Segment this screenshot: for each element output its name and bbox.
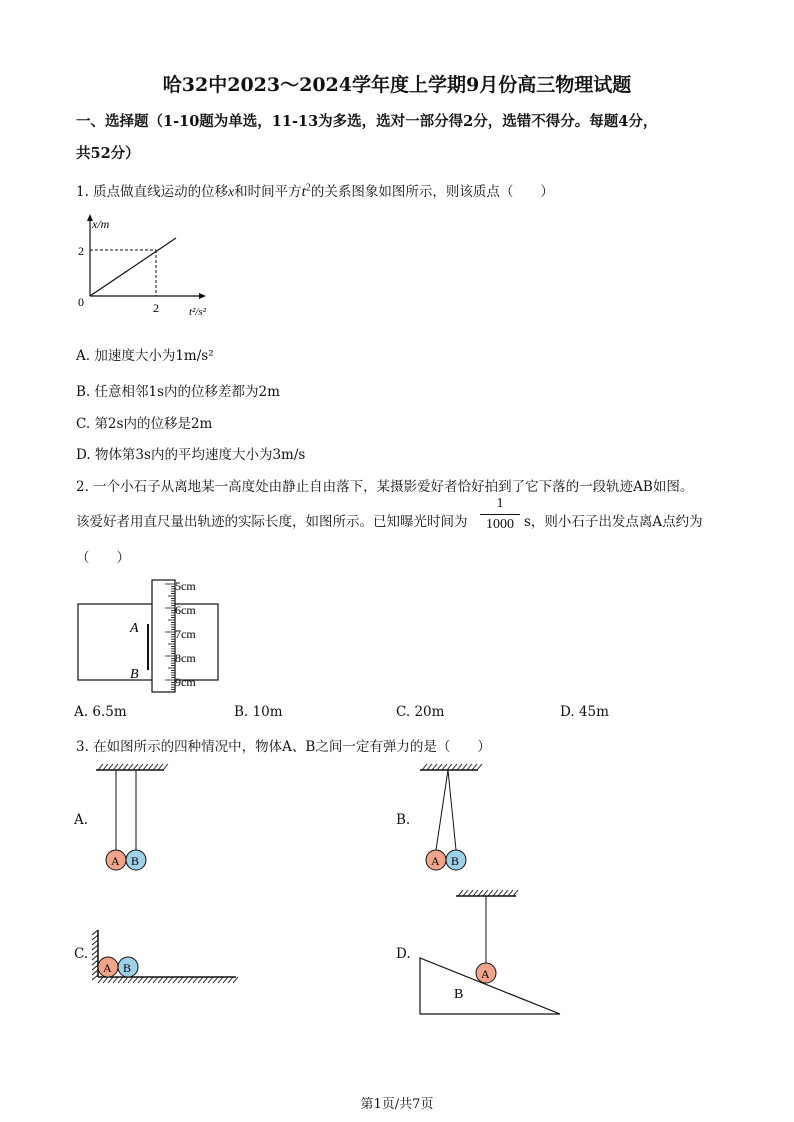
hatch-line: [103, 764, 108, 770]
q3a-ball-b-label: B: [131, 854, 140, 868]
q1-option-d[interactable]: [76, 443, 305, 463]
q1-origin: 0: [78, 295, 84, 309]
hatch-line: [118, 764, 123, 770]
hatch-line: [467, 764, 472, 770]
q3c-ball-a-label: A: [103, 961, 112, 975]
q3a-ceiling-hatch: [98, 764, 168, 770]
page-footer: 第1页/共7页: [360, 1097, 434, 1112]
hatch-line: [213, 977, 218, 983]
hatch-line: [103, 977, 108, 983]
hatch-line: [92, 970, 98, 975]
q3-stem: 3. 在如图所示的四种情况中，物体A、B之间一定有弹力的是（ ）: [76, 739, 491, 755]
q1-sup: 2: [305, 182, 311, 194]
hatch-line: [118, 977, 123, 983]
hatch-line: [92, 965, 98, 970]
hatch-line: [427, 764, 432, 770]
q1-stem-a: 1. 质点做直线运动的位移: [76, 184, 229, 200]
q1-option-c-text: 第2s内的位移是2m: [94, 416, 213, 432]
hatch-line: [468, 890, 473, 896]
hatch-line: [92, 960, 98, 965]
hatch-line: [447, 764, 452, 770]
hatch-line: [473, 890, 478, 896]
hatch-line: [452, 764, 457, 770]
hatch-line: [138, 977, 143, 983]
q3-option-b-label[interactable]: B.: [396, 812, 411, 828]
q3-option-d-label[interactable]: D.: [396, 946, 411, 962]
q3d-block-b-label: B: [454, 987, 464, 1002]
q2-ruler-label-7: 7cm: [175, 627, 196, 641]
hatch-line: [432, 764, 437, 770]
q1-x-tick: 2: [153, 301, 159, 315]
hatch-line: [92, 940, 98, 945]
q3-option-c-label[interactable]: C.: [74, 946, 89, 962]
q2-ruler-label-9: 9cm: [175, 675, 196, 689]
hatch-line: [92, 930, 98, 935]
q1-x-label: t²/s²: [189, 306, 206, 318]
hatch-line: [457, 764, 462, 770]
hatch-line: [173, 977, 178, 983]
hatch-line: [113, 977, 118, 983]
hatch-line: [233, 977, 238, 983]
q2-line2b: s，则小石子出发点离A点约为: [524, 514, 703, 530]
q2-option-d-label: D.: [560, 704, 575, 720]
hatch-line: [437, 764, 442, 770]
hatch-line: [462, 764, 467, 770]
hatch-line: [193, 977, 198, 983]
hatch-line: [422, 764, 427, 770]
q2-option-d[interactable]: [560, 704, 609, 720]
hatch-line: [503, 890, 508, 896]
q1-option-a[interactable]: [76, 344, 214, 364]
hatch-line: [128, 977, 133, 983]
hatch-line: [472, 764, 477, 770]
q2-fraction: [480, 496, 520, 533]
q3-figure-a: [90, 760, 170, 875]
q1-graph: [70, 208, 230, 323]
hatch-line: [133, 764, 138, 770]
hatch-line: [98, 764, 103, 770]
q3c-floor-hatch: [98, 977, 238, 983]
q3b-ceiling-hatch: [422, 764, 482, 770]
hatch-line: [123, 977, 128, 983]
hatch-line: [133, 977, 138, 983]
q1-y-tick: 2: [78, 244, 84, 258]
hatch-line: [163, 764, 168, 770]
q1-option-c[interactable]: [76, 412, 212, 432]
q1-option-c-label: C.: [76, 416, 91, 432]
hatch-line: [108, 977, 113, 983]
hatch-line: [153, 764, 158, 770]
q3d-ball-a-label: A: [481, 967, 490, 981]
q3c-ball-b-label: B: [123, 961, 132, 975]
hatch-line: [463, 890, 468, 896]
q2-ruler-label-5: 5cm: [175, 579, 196, 593]
hatch-line: [508, 890, 513, 896]
hatch-line: [92, 945, 98, 950]
q2-label-a: A: [130, 621, 139, 636]
q2-figure: [70, 574, 240, 698]
q2-line3: （ ）: [76, 550, 130, 566]
q2-ruler-label-8: 8cm: [175, 651, 196, 665]
q3b-string-b: [448, 770, 456, 850]
q1-option-b[interactable]: [76, 380, 280, 400]
hatch-line: [488, 890, 493, 896]
hatch-line: [493, 890, 498, 896]
hatch-line: [138, 764, 143, 770]
q2-option-b[interactable]: [234, 704, 283, 720]
q1-option-b-text: 任意相邻1s内的位移差都为2m: [94, 384, 280, 400]
section-header-line1: 一、选择题（1-10题为单选，11-13为多选，选对一部分得2分，选错不得分。每题4分，: [76, 113, 658, 130]
q1-option-a-label: A.: [76, 348, 91, 364]
hatch-line: [92, 950, 98, 955]
q3a-ball-a-label: A: [111, 854, 120, 868]
q1-y-label: x/m: [92, 217, 110, 231]
hatch-line: [98, 977, 103, 983]
q3c-wall-hatch: [92, 930, 98, 980]
q1-stem: [76, 180, 554, 201]
hatch-line: [458, 890, 463, 896]
q3b-ball-b-label: B: [451, 854, 460, 868]
q1-x-arrow: [199, 293, 206, 299]
q2-option-c-label: C.: [396, 704, 411, 720]
q1-option-d-label: D.: [76, 447, 91, 463]
q1-option-d-text: 物体第3s内的平均速度大小为3m/s: [94, 447, 306, 463]
hatch-line: [148, 764, 153, 770]
hatch-line: [123, 764, 128, 770]
q2-option-c[interactable]: [396, 704, 444, 720]
hatch-line: [113, 764, 118, 770]
hatch-line: [163, 977, 168, 983]
q2-option-a-label: A.: [74, 704, 89, 720]
hatch-line: [168, 977, 173, 983]
hatch-line: [513, 890, 518, 896]
hatch-line: [153, 977, 158, 983]
hatch-line: [483, 890, 488, 896]
hatch-line: [92, 955, 98, 960]
hatch-line: [178, 977, 183, 983]
q2-option-c-text: 20m: [414, 704, 445, 720]
hatch-line: [143, 764, 148, 770]
q2-frac-num: 1: [480, 496, 520, 515]
hatch-line: [223, 977, 228, 983]
hatch-line: [92, 935, 98, 940]
hatch-line: [108, 764, 113, 770]
q2-line2a: 该爱好者用直尺量出轨迹的实际长度，如图所示。已知曝光时间为: [76, 514, 468, 530]
hatch-line: [158, 764, 163, 770]
q1-stem-c: 的关系图象如图所示，则该质点（ ）: [310, 184, 554, 200]
q1-stem-b: 和时间平方: [234, 184, 302, 200]
hatch-line: [442, 764, 447, 770]
q3-option-a-label[interactable]: A.: [74, 812, 89, 828]
q1-option-a-text: 加速度大小为1m/s²: [94, 348, 214, 364]
q1-var-x: x: [228, 184, 235, 199]
hatch-line: [128, 764, 133, 770]
q2-line1: 2. 一个小石子从离地某一高度处由静止自由落下，某摄影爱好者恰好拍到了它下落的一段轨迹AB如图。: [76, 479, 694, 495]
hatch-line: [208, 977, 213, 983]
q3b-ball-a-label: A: [431, 854, 440, 868]
page-title: 哈32中2023～2024学年度上学期9月份高三物理试题: [162, 74, 632, 96]
q3-figure-c: [88, 922, 248, 988]
hatch-line: [477, 764, 482, 770]
hatch-line: [148, 977, 153, 983]
q2-option-a[interactable]: [74, 704, 127, 720]
section-header-line2: 共52分）: [76, 145, 140, 162]
q2-option-b-label: B.: [234, 704, 249, 720]
q2-ruler-label-6: 6cm: [175, 603, 196, 617]
hatch-line: [198, 977, 203, 983]
q2-label-b: B: [130, 667, 139, 682]
hatch-line: [203, 977, 208, 983]
hatch-line: [143, 977, 148, 983]
hatch-line: [158, 977, 163, 983]
hatch-line: [183, 977, 188, 983]
q2-option-d-text: 45m: [578, 704, 609, 720]
q2-option-a-text: 6.5m: [92, 704, 127, 720]
q3d-ceiling-hatch: [458, 890, 518, 896]
q2-frac-den: 1000: [486, 517, 514, 532]
q1-option-b-label: B.: [76, 384, 91, 400]
q1-var-t: t: [301, 184, 306, 200]
hatch-line: [218, 977, 223, 983]
q2-option-b-text: 10m: [252, 704, 283, 720]
q3-figure-b: [412, 760, 492, 875]
q1-data-line: [90, 238, 176, 296]
hatch-line: [92, 975, 98, 980]
hatch-line: [498, 890, 503, 896]
hatch-line: [228, 977, 233, 983]
q3b-string-a: [436, 770, 448, 850]
hatch-line: [478, 890, 483, 896]
q3-figure-d: [412, 886, 572, 1021]
hatch-line: [188, 977, 193, 983]
